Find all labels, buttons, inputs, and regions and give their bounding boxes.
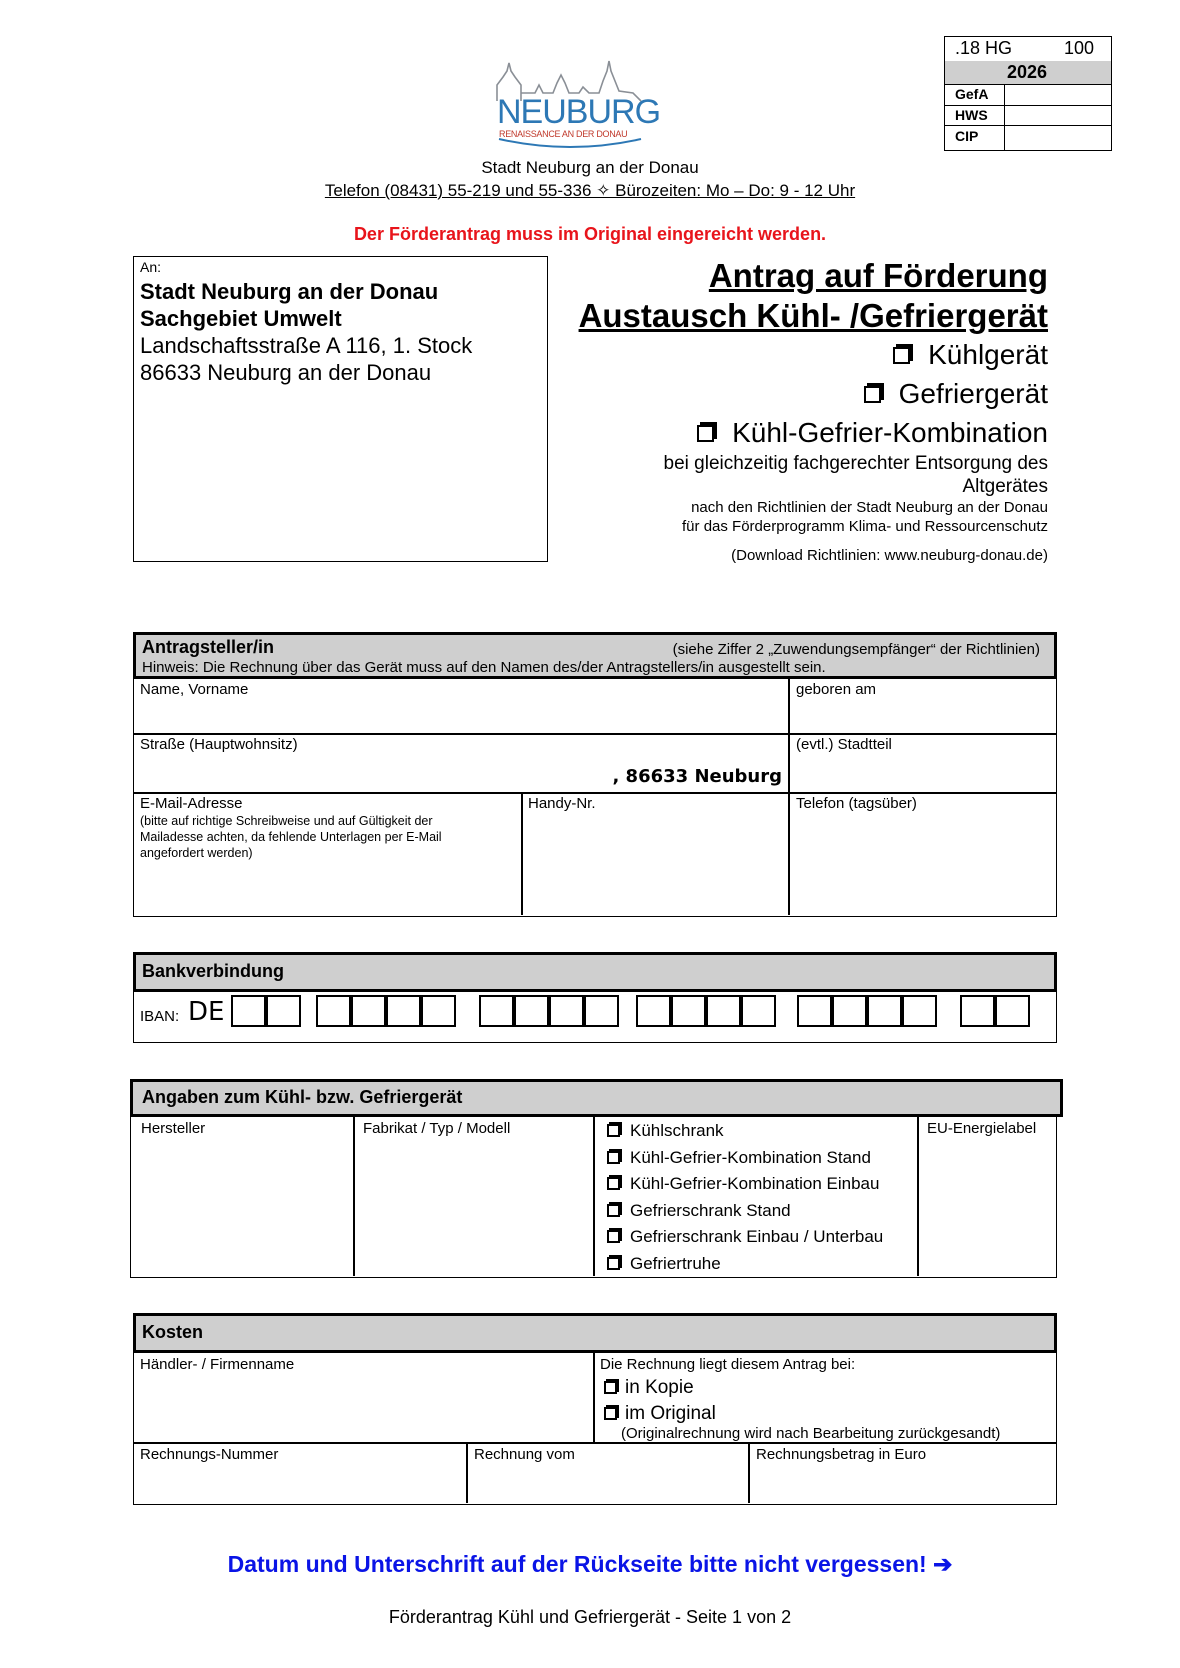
device-type-option[interactable]: Kühl-Gefrier-Kombination Einbau <box>607 1174 907 1201</box>
iban-digit-box[interactable] <box>797 995 832 1027</box>
office-use-table <box>944 36 1112 151</box>
logo-arc-icon <box>495 135 645 155</box>
applicant-reference: (siehe Ziffer 2 „Zuwendungsempfänger“ der Richtlinien) <box>672 641 1040 658</box>
costs-header <box>133 1313 1057 1353</box>
applicant-hint: Hinweis: Die Rechnung über das Gerät muss auf den Namen des/der Antragstellers/in ausgestellt sein. <box>142 659 826 676</box>
iban-digit-box[interactable] <box>636 995 671 1027</box>
checkbox-icon[interactable] <box>607 1204 620 1217</box>
iban-digit-box[interactable] <box>421 995 456 1027</box>
model-field-label: Fabrikat / Typ / Modell <box>363 1120 511 1137</box>
iban-digit-box[interactable] <box>671 995 706 1027</box>
office-row-label: GefA <box>955 86 989 102</box>
email-field-note: (bitte auf richtige Schreibweise und auf Gültigkeit der Mailadesse achten, da fehlende Unterlagen per E-Mail angefordert werden) <box>140 814 442 860</box>
checkbox-icon[interactable] <box>864 386 881 403</box>
address-line: Stadt Neuburg an der Donau <box>140 279 439 304</box>
district-field[interactable] <box>792 754 1054 790</box>
invoice-number-field-label: Rechnungs-Nummer <box>140 1446 279 1463</box>
form-subtitle: Austausch Kühl- /Gefriergerät <box>578 297 1048 334</box>
device-type-list <box>607 1121 907 1281</box>
download-note: (Download Richtlinien: www.neuburg-donau.de) <box>731 547 1048 564</box>
costs-grid <box>133 1353 1057 1505</box>
device-type-option[interactable]: Gefrierschrank Einbau / Unterbau <box>607 1227 907 1254</box>
checkbox-icon[interactable] <box>604 1381 617 1394</box>
page-footer: Förderantrag Kühl und Gefriergerät - Seite 1 von 2 <box>388 1607 792 1627</box>
iban-digit-box[interactable] <box>867 995 902 1027</box>
device-grid <box>130 1117 1057 1278</box>
checkbox-icon[interactable] <box>607 1177 620 1190</box>
recipient-address-box <box>133 256 548 562</box>
birthdate-field-label: geboren am <box>796 681 877 698</box>
street-field-value: , 86633 Neuburg <box>612 766 782 787</box>
checkbox-icon[interactable] <box>607 1230 620 1243</box>
original-return-note: (Originalrechnung wird nach Bearbeitung zurückgesandt) <box>621 1425 1001 1442</box>
checkbox-icon[interactable] <box>607 1151 620 1164</box>
iban-digit-box[interactable] <box>266 995 301 1027</box>
logo-tagline: RENAISSANCE AN DER DONAU <box>499 129 628 139</box>
iban-digit-box[interactable] <box>351 995 386 1027</box>
iban-digit-box[interactable] <box>386 995 421 1027</box>
office-year: 2026 <box>1007 62 1048 82</box>
iban-digit-box[interactable] <box>479 995 514 1027</box>
device-type-option[interactable]: Kühl-Gefrier-Kombination Stand <box>607 1148 907 1175</box>
device-type-option[interactable]: Kühlschrank <box>607 1121 907 1148</box>
applicant-heading: Antragsteller/in <box>142 637 275 657</box>
invoice-amount-field[interactable] <box>752 1465 1054 1501</box>
option-kuehlgeraet[interactable]: Kühlgerät <box>560 338 1048 372</box>
bank-heading: Bankverbindung <box>142 961 285 981</box>
office-code: .18 HG <box>955 38 1013 58</box>
office-row-label: HWS <box>955 107 988 123</box>
invoice-attached-label: Die Rechnung liegt diesem Antrag bei: <box>600 1356 856 1373</box>
dealer-field[interactable] <box>136 1375 590 1439</box>
logo-wordmark: NEUBURG <box>497 93 661 131</box>
street-field-label: Straße (Hauptwohnsitz) <box>140 736 298 753</box>
iban-input[interactable] <box>231 995 1171 1029</box>
form-title-block <box>560 256 1048 564</box>
iban-row <box>133 992 1057 1043</box>
applicant-header <box>133 632 1057 679</box>
invoice-amount-field-label: Rechnungsbetrag in Euro <box>756 1446 927 1463</box>
office-row-label: CIP <box>955 128 979 144</box>
address-line: 86633 Neuburg an der Donau <box>140 360 432 385</box>
form-title: Antrag auf Förderung <box>708 257 1048 294</box>
invoice-copy-option[interactable]: in Kopie <box>604 1377 694 1399</box>
device-type-option[interactable]: Gefriertruhe <box>607 1254 907 1281</box>
city-name: Stadt Neuburg an der Donau <box>481 158 699 177</box>
invoice-date-field-label: Rechnung vom <box>474 1446 575 1463</box>
district-field-label: (evtl.) Stadtteil <box>796 736 892 753</box>
address-line: Sachgebiet Umwelt <box>140 306 342 331</box>
iban-digit-box[interactable] <box>995 995 1030 1027</box>
iban-digit-box[interactable] <box>832 995 867 1027</box>
iban-digit-box[interactable] <box>316 995 351 1027</box>
office-number: 100 <box>1064 38 1095 58</box>
phone-field-label: Telefon (tagsüber) <box>796 795 917 812</box>
iban-digit-box[interactable] <box>584 995 619 1027</box>
maker-field-label: Hersteller <box>141 1120 206 1137</box>
name-field-label: Name, Vorname <box>140 681 249 698</box>
dealer-field-label: Händler- / Firmenname <box>140 1356 295 1373</box>
guideline-note: nach den Richtlinien der Stadt Neuburg an der Donau <box>691 499 1048 516</box>
contact-line: Telefon (08431) 55-219 und 55-336 ✧ Bürozeiten: Mo – Do: 9 - 12 Uhr <box>324 181 856 200</box>
iban-label: IBAN: <box>140 1008 180 1025</box>
address-to-label: An: <box>140 259 162 275</box>
program-note: für das Förderprogramm Klima- und Ressourcenschutz <box>682 518 1048 535</box>
model-field[interactable] <box>357 1139 591 1274</box>
email-field-label: E-Mail-Adresse <box>140 795 243 812</box>
invoice-original-option[interactable]: im Original <box>604 1403 716 1425</box>
birthdate-field[interactable] <box>792 699 1054 731</box>
iban-digit-box[interactable] <box>549 995 584 1027</box>
costs-heading: Kosten <box>142 1322 204 1342</box>
name-field[interactable] <box>136 699 786 731</box>
device-header <box>130 1079 1063 1117</box>
city-logo <box>495 55 661 147</box>
mobile-field-label: Handy-Nr. <box>528 795 596 812</box>
maker-field[interactable] <box>133 1139 351 1274</box>
iban-digit-box[interactable] <box>514 995 549 1027</box>
iban-digit-box[interactable] <box>902 995 937 1027</box>
checkbox-icon[interactable] <box>893 347 910 364</box>
checkbox-icon[interactable] <box>607 1124 620 1137</box>
device-heading: Angaben zum Kühl- bzw. Gefriergerät <box>142 1087 463 1107</box>
invoice-date-field[interactable] <box>470 1465 746 1501</box>
phone-field[interactable] <box>792 813 1054 913</box>
iban-digit-box[interactable] <box>741 995 776 1027</box>
option-kombination[interactable]: Kühl-Gefrier-Kombination <box>560 416 1048 450</box>
mobile-field[interactable] <box>525 813 785 913</box>
signature-reminder: Datum und Unterschrift auf der Rückseite bitte nicht vergessen! ➔ <box>227 1551 953 1577</box>
energy-label-field-label: EU-Energielabel <box>927 1120 1037 1137</box>
disposal-note: bei gleichzeitig fachgerechter Entsorgung des <box>663 453 1048 474</box>
applicant-grid <box>133 679 1057 917</box>
iban-digit-box[interactable] <box>960 995 995 1027</box>
iban-digit-box[interactable] <box>231 995 266 1027</box>
checkbox-icon[interactable] <box>607 1257 620 1270</box>
device-type-option[interactable]: Gefrierschrank Stand <box>607 1201 907 1228</box>
iban-country-prefix: DE <box>188 997 225 1027</box>
iban-digit-box[interactable] <box>706 995 741 1027</box>
option-gefriergeraet[interactable]: Gefriergerät <box>560 377 1048 411</box>
checkbox-icon[interactable] <box>604 1407 617 1420</box>
bank-header <box>133 952 1057 992</box>
invoice-number-field[interactable] <box>136 1465 464 1501</box>
disposal-note-2: Altgerätes <box>962 476 1048 497</box>
original-warning: Der Förderantrag muss im Original eingereicht werden. <box>353 224 827 244</box>
checkbox-icon[interactable] <box>697 425 714 442</box>
energy-label-field[interactable] <box>921 1139 1055 1274</box>
email-field[interactable] <box>136 869 518 913</box>
address-line: Landschaftsstraße A 116, 1. Stock <box>140 333 473 358</box>
